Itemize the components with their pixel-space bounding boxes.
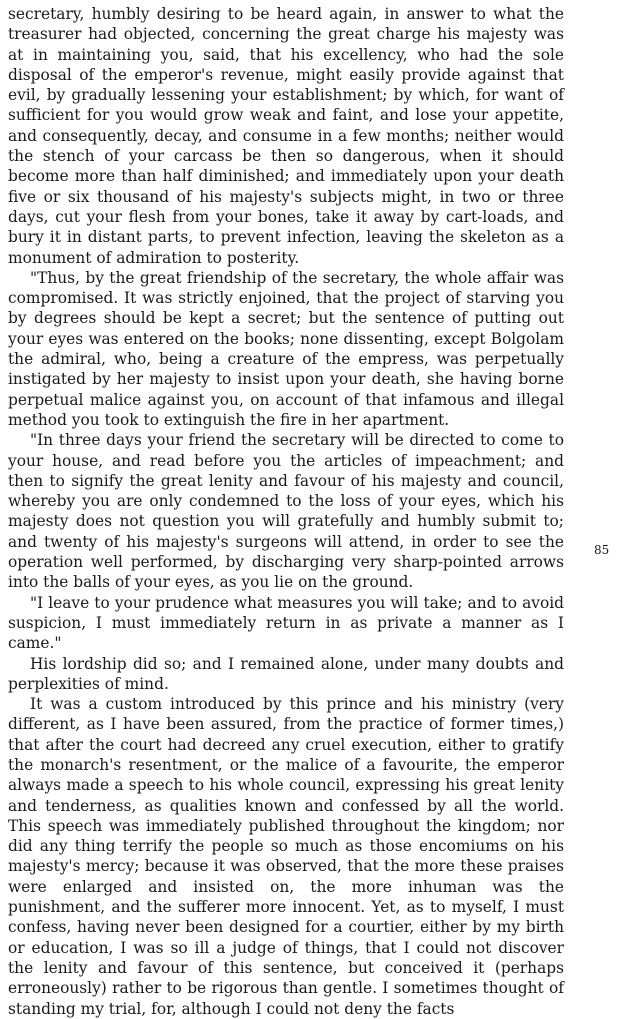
- paragraph: It was a custom introduced by this prince and his ministry (very different, as I have been assured, from the practice of former times,) that after the court had decreed any cruel execution, either to gratify the monarch's resentment, or the malice of a favourite, the emperor always made a speech to his whole council, expressing his great lenity and tenderness, as qualities known and confessed by all the world. This speech was immediately published throughout the kingdom; nor did any thing terrify the people so much as those encomiums on his majesty's mercy; because it was observed, that the more these praises were enlarged and insisted on, the more inhuman was the punishment, and the sufferer more innocent. Yet, as to myself, I must confess, having never been designed for a courtier, either by my birth or education, I was so ill a judge of things, that I could not discover the lenity and favour of this sentence, but conceived it (perhaps erroneously) rather to be rigorous than gentle. I sometimes thought of standing my trial, for, although I could not deny the facts: [8, 695, 564, 1018]
- paragraph: His lordship did so; and I remained alone, under many doubts and perplexities of mind.: [8, 654, 564, 693]
- paragraph: "In three days your friend the secretary will be directed to come to your house, and read before you the articles of impeachment; and then to signify the great lenity and favour of his majesty and council, whereby you are only condemned to the loss of your eyes, which his majesty does not question you will gratefully and humbly submit to; and twenty of his majesty's surgeons will attend, in order to see the operation well performed, by discharging very sharp-pointed arrows into the balls of your eyes, as you lie on the ground.: [8, 431, 564, 592]
- page-number: 85: [594, 543, 610, 557]
- paragraph: "I leave to your prudence what measures you will take; and to avoid suspicion, I must immediately return in as private a manner as I came.": [8, 593, 564, 653]
- document-body: [8, 4, 564, 1019]
- paragraph: "Thus, by the great friendship of the secretary, the whole affair was compromised. It was strictly enjoined, that the project of starving you by degrees should be kept a secret; but the sentence of putting out your eyes was entered on the books; none dissenting, except Bolgolam the admiral, who, being a creature of the empress, was perpetually instigated by her majesty to insist upon your death, she having borne perpetual malice against you, on account of that infamous and illegal method you took to extinguish the fire in her apartment.: [8, 268, 564, 429]
- paragraph-continued: secretary, humbly desiring to be heard again, in answer to what the treasurer had objected, concerning the great charge his majesty was at in maintaining you, said, that his excellency, who had the sole disposal of the emperor's revenue, might easily provide against that evil, by gradually lessening your establishment; by which, for want of sufficient for you would grow weak and faint, and lose your appetite, and consequently, decay, and consume in a few months; neither would the stench of your carcass be then so dangerous, when it should become more than half diminished; and immediately upon your death five or six thousand of his majesty's subjects might, in two or three days, cut your flesh from your bones, take it away by cart-loads, and bury it in distant parts, to prevent infection, leaving the skeleton as a monument of admiration to posterity.: [8, 5, 564, 267]
